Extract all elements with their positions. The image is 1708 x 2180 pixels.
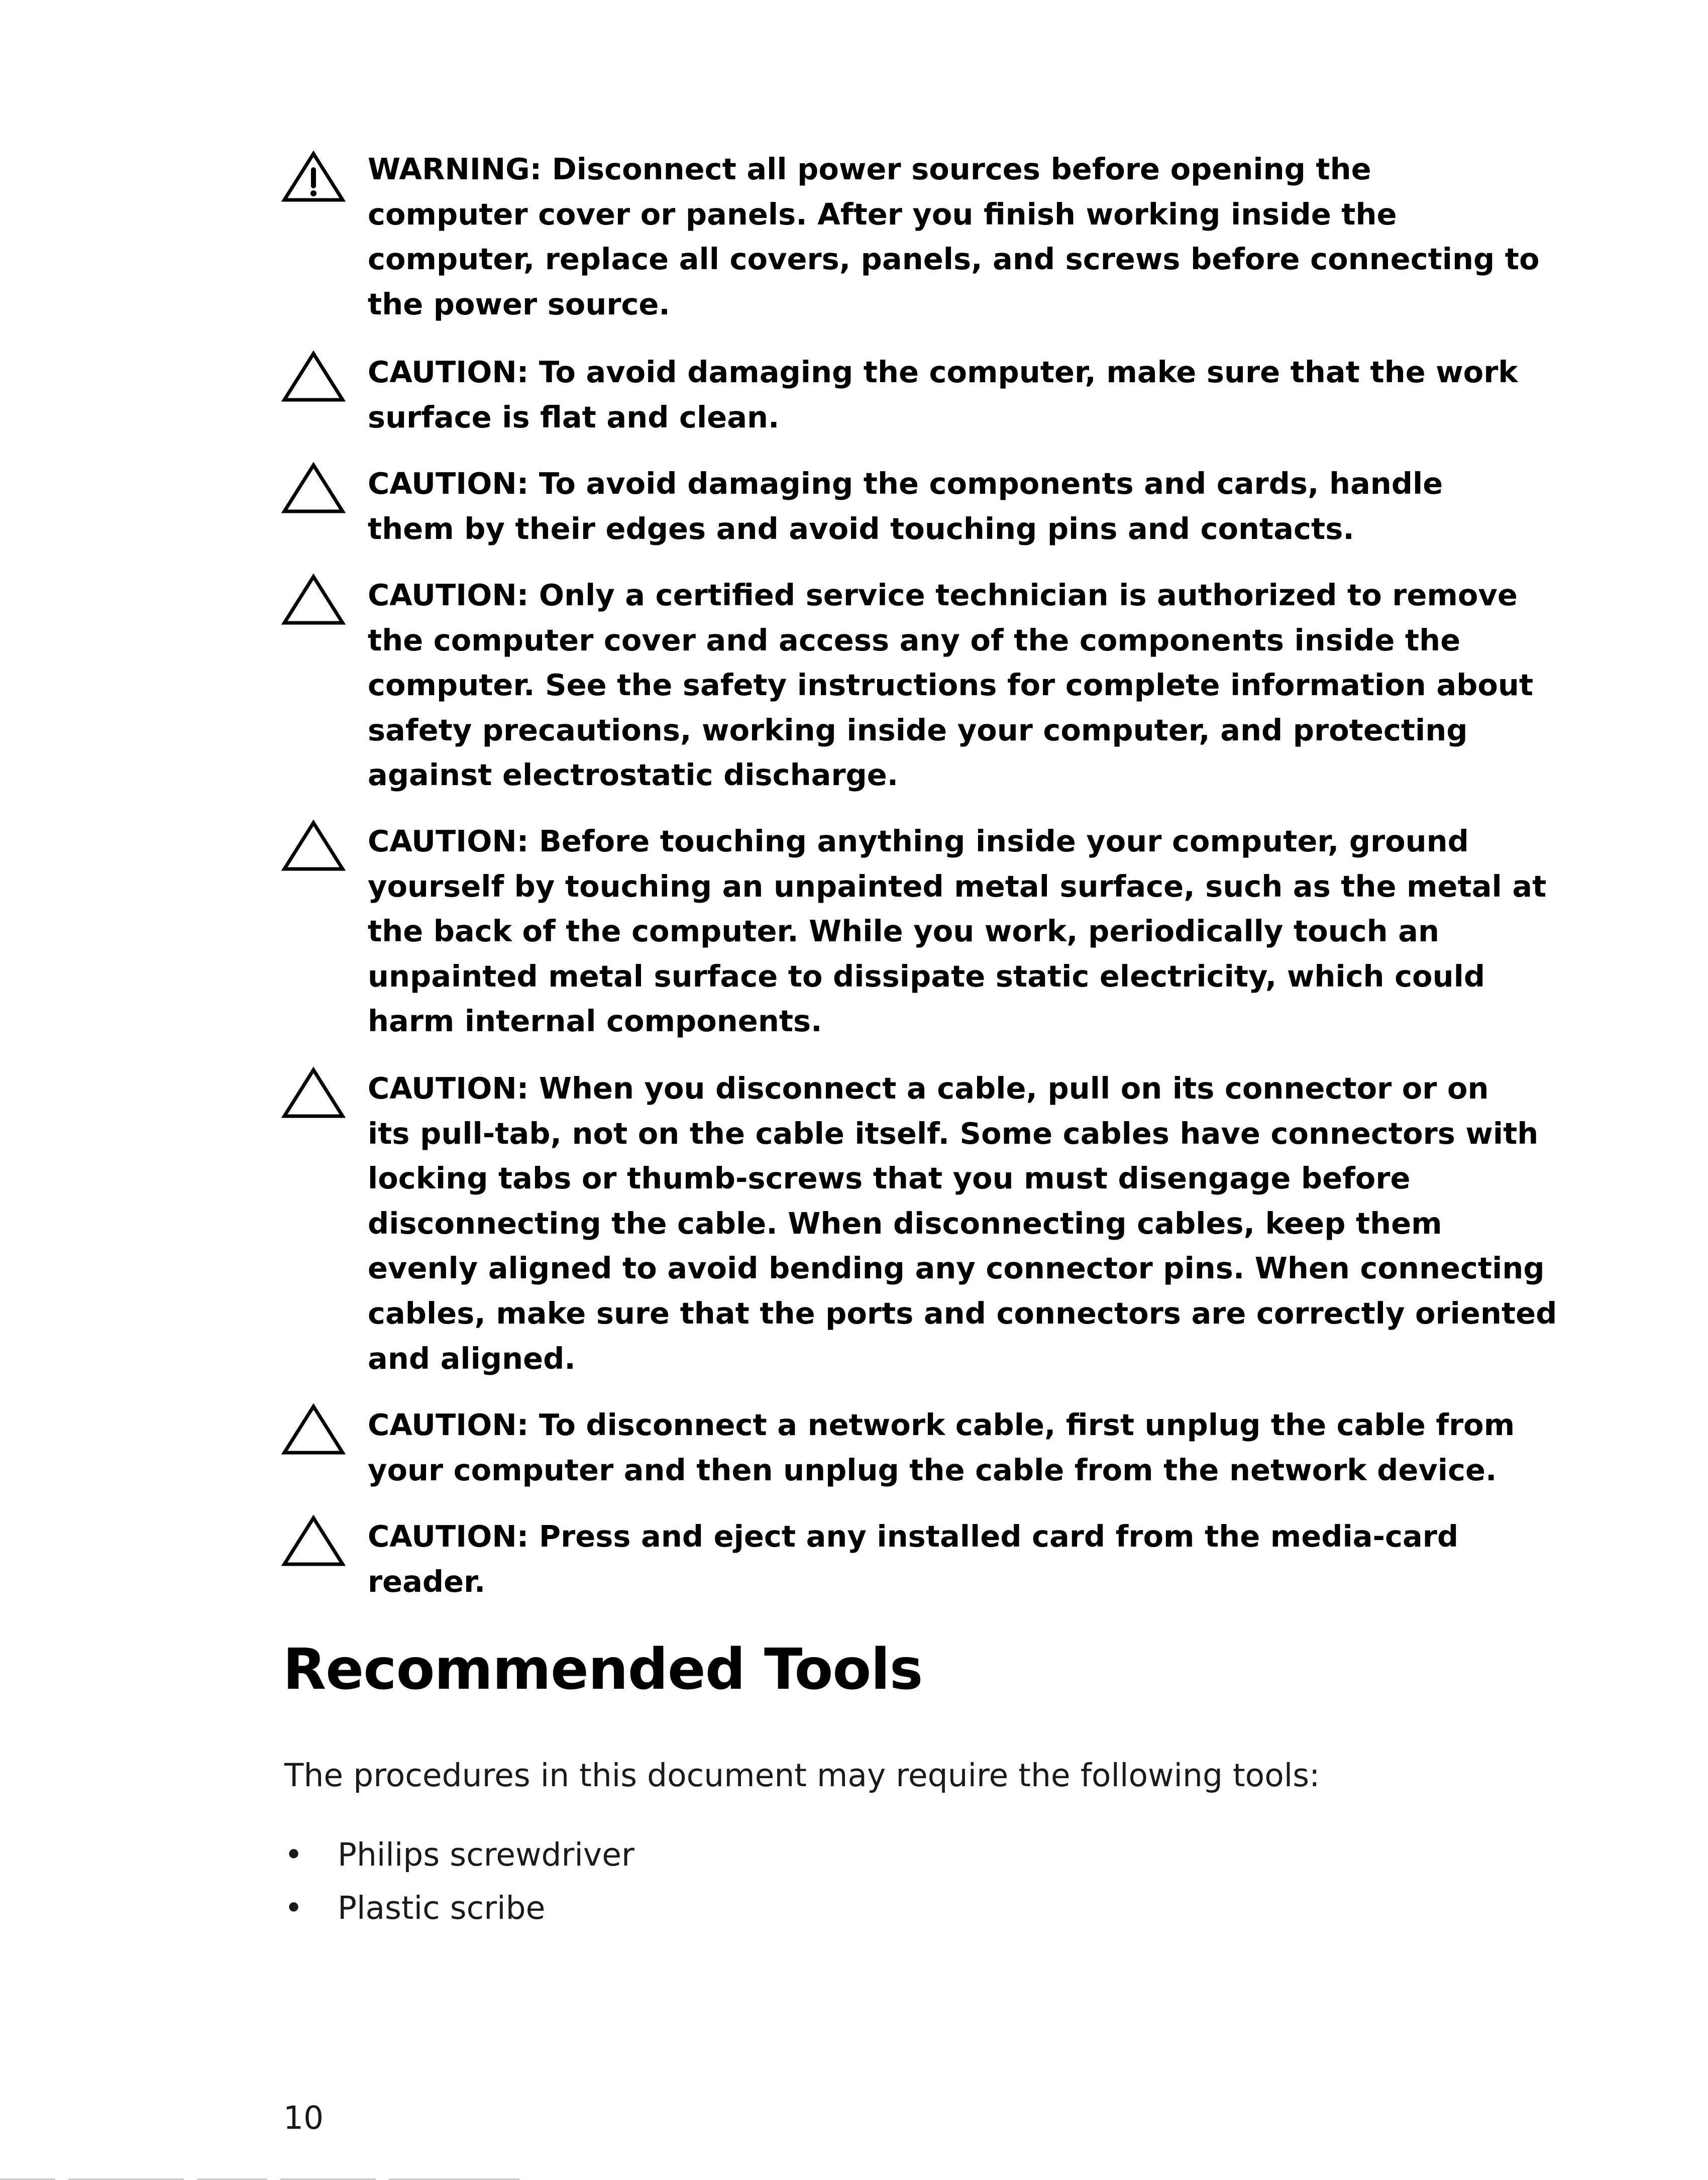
notice-line: CAUTION: When you disconnect a cable, pull on its connector or on bbox=[368, 1071, 1489, 1106]
notice-line: the computer cover and access any of the components inside the bbox=[368, 622, 1461, 658]
notice-text bbox=[368, 1066, 1557, 1381]
caution-icon bbox=[281, 461, 346, 515]
footer-rule bbox=[0, 2174, 603, 2180]
notice-line: CAUTION: Only a certified service technician is authorized to remove bbox=[368, 578, 1518, 612]
notice-line: CAUTION: To avoid damaging the computer, make sure that the work bbox=[368, 355, 1518, 389]
bullet-icon: • bbox=[284, 1836, 303, 1873]
tool-label: Philips screwdriver bbox=[338, 1836, 634, 1873]
notice-line: unpainted metal surface to dissipate static electricity, which could bbox=[368, 958, 1485, 994]
tool-label: Plastic scribe bbox=[338, 1890, 546, 1926]
notice-line: yourself by touching an unpainted metal surface, such as the metal at bbox=[368, 868, 1547, 904]
section-heading: Recommended Tools bbox=[283, 1637, 923, 1702]
notice-text bbox=[368, 350, 1523, 440]
notice-line: the back of the computer. While you work, periodically touch an bbox=[368, 914, 1439, 949]
caution-icon bbox=[281, 1402, 346, 1457]
notice-line: WARNING: Disconnect all power sources before opening the bbox=[368, 152, 1371, 186]
warning-icon bbox=[281, 150, 346, 204]
notice-line: its pull-tab, not on the cable itself. Some cables have connectors with bbox=[368, 1116, 1539, 1151]
notice-line: safety precautions, working inside your computer, and protecting bbox=[368, 712, 1468, 747]
notice-line: against electrostatic discharge. bbox=[368, 757, 899, 793]
notice-line: CAUTION: Press and eject any installed card from the media-card bbox=[368, 1519, 1459, 1554]
notice-line: CAUTION: Before touching anything inside your computer, ground bbox=[368, 824, 1469, 858]
list-item bbox=[284, 1828, 1189, 1882]
notice-line: disconnecting the cable. When disconnecting cables, keep them bbox=[368, 1206, 1442, 1241]
page-number: 10 bbox=[283, 2100, 324, 2136]
intro-paragraph: The procedures in this document may require the following tools: bbox=[284, 1757, 1320, 1794]
notice-line: harm internal components. bbox=[368, 1004, 822, 1039]
caution-icon bbox=[281, 1066, 346, 1120]
notice-line: computer. See the safety instructions for complete information about bbox=[368, 668, 1534, 703]
notice-line: and aligned. bbox=[368, 1341, 576, 1376]
notice-line: reader. bbox=[368, 1564, 486, 1599]
caution-icon bbox=[281, 350, 346, 404]
notice-line: surface is flat and clean. bbox=[368, 399, 780, 434]
notice-text bbox=[368, 461, 1523, 551]
notice-line: computer cover or panels. After you finish working inside the bbox=[368, 196, 1397, 232]
list-item bbox=[284, 1882, 1189, 1935]
notice-text bbox=[368, 573, 1534, 798]
notice-line: CAUTION: To avoid damaging the components and cards, handle bbox=[368, 466, 1443, 501]
notice-text bbox=[368, 147, 1540, 326]
notice-line: the power source. bbox=[368, 286, 670, 321]
notice-line: locking tabs or thumb-screws that you must disengage before bbox=[368, 1161, 1411, 1196]
tools-list bbox=[284, 1828, 1189, 1935]
notice-line: evenly aligned to avoid bending any connector pins. When connecting bbox=[368, 1251, 1545, 1286]
caution-icon bbox=[281, 1514, 346, 1568]
caution-icon bbox=[281, 573, 346, 627]
notice-line: computer, replace all covers, panels, and screws before connecting to bbox=[368, 242, 1540, 277]
bullet-icon: • bbox=[284, 1890, 303, 1926]
caution-icon bbox=[281, 819, 346, 873]
notice-text bbox=[368, 1402, 1523, 1492]
notice-line: CAUTION: To disconnect a network cable, first unplug the cable from bbox=[368, 1407, 1515, 1442]
notice-line: your computer and then unplug the cable from the network device. bbox=[368, 1452, 1497, 1487]
notice-text bbox=[368, 1514, 1523, 1604]
notice-line: cables, make sure that the ports and connectors are correctly oriented bbox=[368, 1295, 1557, 1331]
notice-line: them by their edges and avoid touching pins and contacts. bbox=[368, 511, 1354, 546]
notice-text bbox=[368, 819, 1547, 1044]
